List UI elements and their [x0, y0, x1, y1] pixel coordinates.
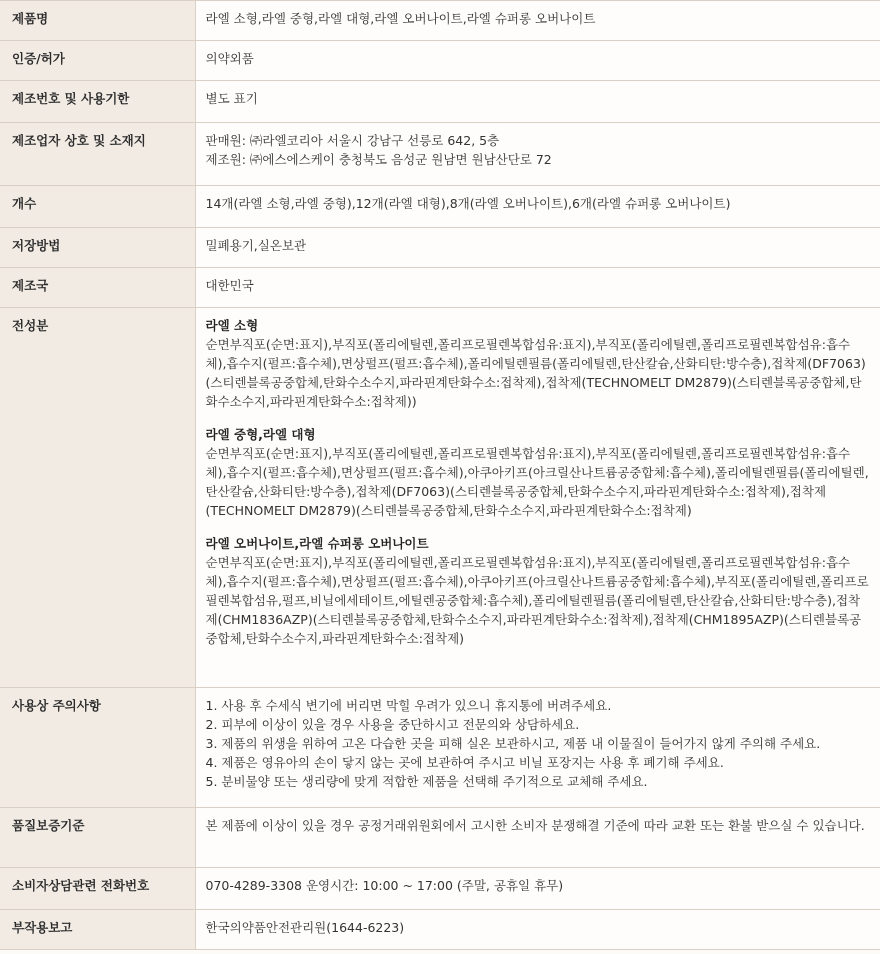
row-label: 저장방법: [0, 228, 195, 268]
ingredient-section-title: 라엘 중형,라엘 대형: [205, 427, 316, 442]
row-value: [195, 308, 880, 688]
row-ingredients: [0, 308, 880, 688]
ingredient-section-body: 순면부직포(순면:표지),부직포(폴리에틸렌,폴리프로필렌복합섬유:표지),부직포(폴리에틸렌,폴리프로필렌복합섬유:흡수체),흡수지(펄프:흡수체),면상펄프(펄프:흡수체),폴리에틸렌필름(폴리에틸렌,탄산칼슘,산화티탄:방수층),접착제(DF7063)(스티렌블록공중합체,탄화수소수지,파라핀계탄화수소:접착제),접착제(TECHNOMELT DM2879)(스티렌블록공중합체,탄화수소수지,파라핀계탄화수소:접착제)): [205, 337, 866, 409]
row-label: 사용상 주의사항: [0, 688, 195, 808]
maker-line: 제조원: ㈜에스에스케이 충청북도 음성군 원남면 원남산단로 72: [205, 152, 552, 167]
row-label: 제조업자 상호 및 소재지: [0, 123, 195, 186]
ingredient-section-body: 순면부직포(순면:표지),부직포(폴리에틸렌,폴리프로필렌복합섬유:표지),부직포(폴리에틸렌,폴리프로필렌복합섬유:흡수체),흡수지(펄프:흡수체),면상펄프(펄프:흡수체),아쿠아키프(아크릴산나트륨공중합체:흡수체),폴리에틸렌필름(폴리에틸렌,탄산칼슘,산화티탄:방수층),접착제(DF7063)(스티렌블록공중합체,탄화수소수지,파라핀계탄화수소:접착제),접착제(TECHNOMELT DM2879)(스티렌블록공중합체,탄화수소수지,파라핀계탄화수소:접착제): [205, 446, 869, 518]
row-value: 14개(라엘 소형,라엘 중형),12개(라엘 대형),8개(라엘 오버나이트),6개(라엘 슈퍼롱 오버나이트): [195, 186, 880, 228]
precaution-item: 2. 피부에 이상이 있을 경우 사용을 중단하시고 전문의와 상담하세요.: [205, 717, 580, 732]
row-value: 의약외품: [195, 41, 880, 81]
row-product-name: [0, 1, 880, 41]
ingredient-section-title: 라엘 소형: [205, 318, 259, 333]
row-label: 제조국: [0, 268, 195, 308]
row-quality-guarantee: [0, 808, 880, 868]
row-storage: [0, 228, 880, 268]
row-label: 부작용보고: [0, 910, 195, 950]
row-adverse-report: [0, 910, 880, 950]
ingredient-section-title: 라엘 오버나이트,라엘 슈퍼롱 오버나이트: [205, 536, 429, 551]
precaution-item: 3. 제품의 위생을 위하여 고온 다습한 곳을 피해 실온 보관하시고, 제품 내 이물질이 들어가지 않게 주의해 주세요.: [205, 736, 821, 751]
ingredient-section-body: 순면부직포(순면:표지),부직포(폴리에틸렌,폴리프로필렌복합섬유:표지),부직포(폴리에틸렌,폴리프로필렌복합섬유:흡수체),흡수지(펄프:흡수체),면상펄프(펄프:흡수체),아쿠아키프(아크릴산나트륨공중합체:흡수체),부직포(폴리에틸렌,폴리프로필렌복합섬유,펄프,비닐에세테이트,에틸렌공중합체:흡수체),폴리에틸렌필름(폴리에틸렌,탄산칼슘,산화티탄:방수층),접착제(CHM1836AZP)(스티렌블록공중합체,탄화수소수지,파라핀계탄화수소:접착제),접착제(CHM1895AZP)(스티렌블록공중합체,탄화수소수지,파라핀계탄화수소:접착제): [205, 555, 869, 646]
row-value: 별도 표기: [195, 81, 880, 123]
row-manufacturer: [0, 123, 880, 186]
row-value: 한국의약품안전관리원(1644-6223): [195, 910, 880, 950]
row-label: 인증/허가: [0, 41, 195, 81]
precaution-item: 4. 제품은 영유아의 손이 닿지 않는 곳에 보관하여 주시고 비닐 포장지는 사용 후 폐기해 주세요.: [205, 755, 724, 770]
seller-line: 판매원: ㈜라엘코리아 서울시 강남구 선릉로 642, 5층: [205, 133, 500, 148]
row-value: 밀폐용기,실온보관: [195, 228, 880, 268]
row-value: 070-4289-3308 운영시간: 10:00 ~ 17:00 (주말, 공휴일 휴무): [195, 868, 880, 910]
precaution-item: 1. 사용 후 수세식 변기에 버리면 막힐 우려가 있으니 휴지통에 버려주세요.: [205, 698, 612, 713]
row-label: 개수: [0, 186, 195, 228]
row-precautions: [0, 688, 880, 808]
row-label: 소비자상담관련 전화번호: [0, 868, 195, 910]
row-label: 전성분: [0, 308, 195, 688]
row-label: 제조번호 및 사용기한: [0, 81, 195, 123]
row-certification: [0, 41, 880, 81]
row-label: 제품명: [0, 1, 195, 41]
row-label: 품질보증기준: [0, 808, 195, 868]
row-value: 대한민국: [195, 268, 880, 308]
row-country: [0, 268, 880, 308]
row-consumer-phone: [0, 868, 880, 910]
precaution-item: 5. 분비물양 또는 생리량에 맞게 적합한 제품을 선택해 주기적으로 교체해 주세요.: [205, 774, 648, 789]
row-value: 본 제품에 이상이 있을 경우 공정거래위원회에서 고시한 소비자 분쟁해결 기준에 따라 교환 또는 환불 받으실 수 있습니다.: [195, 808, 880, 868]
row-value: [195, 688, 880, 808]
row-value: 라엘 소형,라엘 중형,라엘 대형,라엘 오버나이트,라엘 슈퍼롱 오버나이트: [195, 1, 880, 41]
row-count: [0, 186, 880, 228]
row-lot-expiry: [0, 81, 880, 123]
row-value: [195, 123, 880, 186]
